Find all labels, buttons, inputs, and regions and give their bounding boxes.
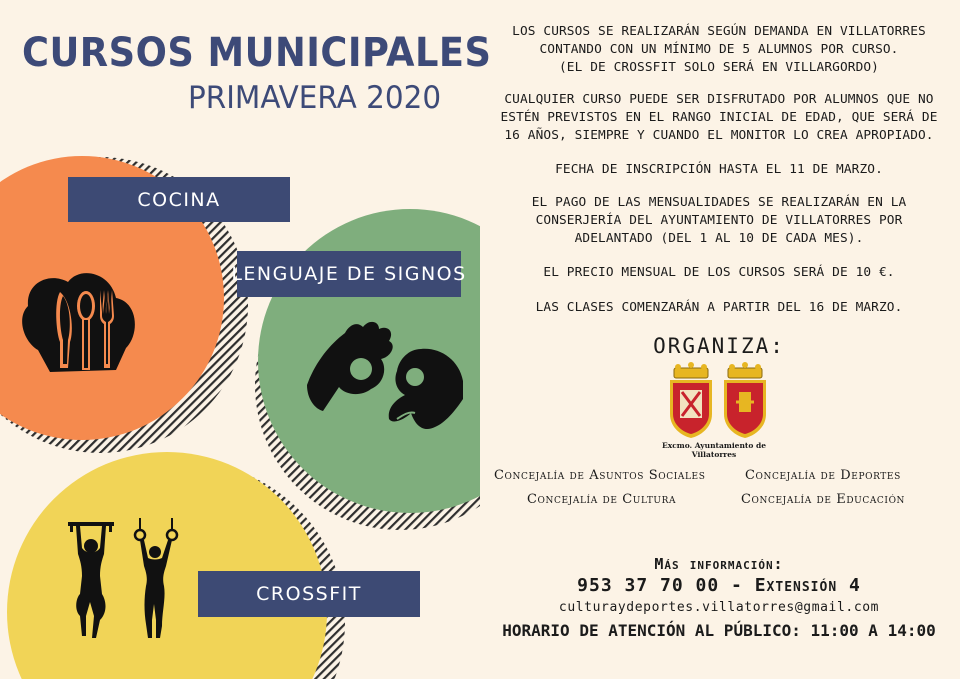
contact-email: culturaydeportes.villatorres@gmail.com [558, 600, 880, 615]
department-education: Concejalía de Educación [741, 492, 906, 507]
contact-hours: HORARIO DE ATENCIÓN AL PÚBLICO: 11:00 A 14:00 [502, 621, 936, 640]
course-label-cocina: COCINA [68, 177, 290, 222]
contact-heading: Más información: [654, 555, 784, 573]
chef-hat-cutlery-icon [20, 262, 138, 372]
info-paragraph-payment: EL PAGO DE LAS MENSUALIDADES SE REALIZARÁN EN LA CONSERJERÍA DEL AYUNTAMIENTO DE VILLATORRES POR ADELANTADO (DEL 1 AL 10 DE CADA MES). [531, 195, 907, 246]
info-paragraph-price: EL PRECIO MENSUAL DE LOS CURSOS SERÁ DE 10 €. [543, 265, 895, 280]
department-social-affairs: Concejalía de Asuntos Sociales [494, 468, 706, 483]
department-sports: Concejalía de Deportes [745, 468, 901, 483]
page-title: CURSOS MUNICIPALES [22, 30, 492, 76]
department-culture: Concejalía de Cultura [527, 492, 677, 507]
course-label-crossfit: CROSSFIT [198, 571, 420, 617]
info-paragraph-deadline: FECHA DE INSCRIPCIÓN HASTA EL 11 DE MARZO. [555, 162, 883, 177]
course-label-lenguaje-signos: LENGUAJE DE SIGNOS [237, 251, 461, 297]
page-subtitle: PRIMAVERA 2020 [188, 80, 442, 116]
info-paragraph-start: LAS CLASES COMENZARÁN A PARTIR DEL 16 DE MARZO. [535, 300, 903, 315]
contact-phone: 953 37 70 00 - Extensión 4 [577, 575, 861, 596]
crest-caption: Excmo. Ayuntamiento de Villatorres [662, 441, 766, 459]
info-paragraph-age: CUALQUIER CURSO PUEDE SER DISFRUTADO POR ALUMNOS QUE NO ESTÉN PREVISTOS EN EL RANGO INICIAL DE EDAD, QUE SERÁ DE 16 AÑOS, SIEMPRE Y CUANDO EL MONITOR LO CREA APROPIADO. [500, 92, 938, 143]
info-paragraph-demand: LOS CURSOS SE REALIZARÁN SEGÚN DEMANDA EN VILLATORRES CONTANDO CON UN MÍNIMO DE 5 ALUMNOS POR CURSO. (EL DE CROSSFIT SOLO SERÁ EN VILLARGORDO) [512, 24, 926, 75]
organizer-heading: ORGANIZA: [653, 334, 785, 358]
town-crest-icon [664, 362, 772, 440]
sign-language-hands-icon [305, 315, 465, 445]
crossfit-athletes-icon [66, 516, 186, 640]
